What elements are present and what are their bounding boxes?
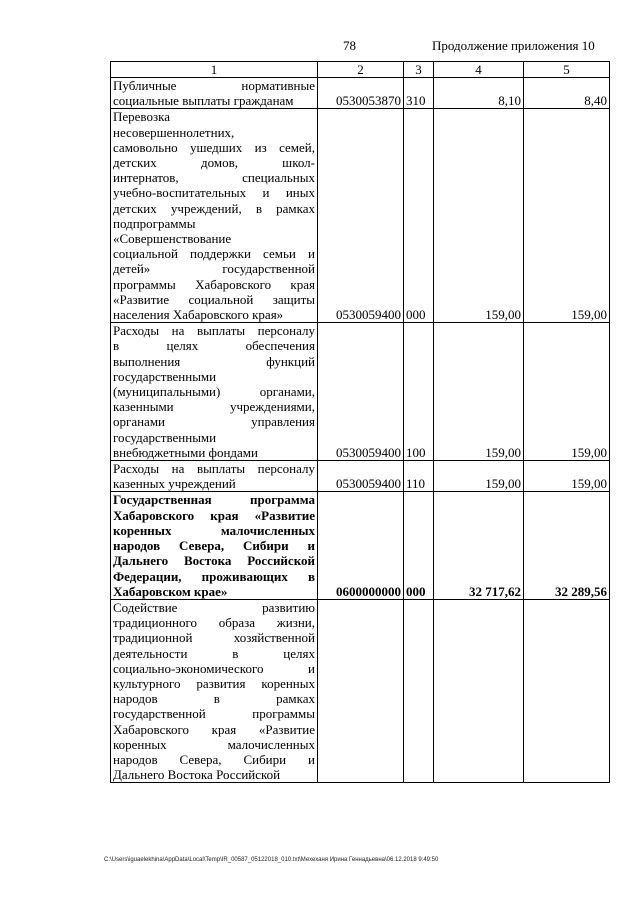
target-article-code: 0530053870 (318, 78, 404, 109)
row-description (111, 461, 318, 492)
amount-year-1: 159,00 (434, 109, 524, 323)
description-line: детей» государственной (113, 261, 315, 277)
page-number: 78 (343, 38, 356, 53)
description-line: детских домов, школ- (113, 155, 315, 171)
amount-year-1: 32 717,62 (434, 492, 524, 599)
expense-type-code: 110 (404, 461, 434, 492)
description-line: Перевозка (113, 109, 171, 125)
table-row (111, 461, 610, 492)
description-line: Хабаровского края «Развитие (113, 721, 315, 737)
target-article-code (318, 599, 404, 782)
description-line: «Развитие социальной защиты (113, 291, 315, 307)
amount-year-1 (434, 599, 524, 782)
description-line: Публичные нормативные (113, 78, 315, 93)
row-description (111, 492, 318, 599)
description-line: выполнения функций (113, 353, 315, 369)
table-row (111, 492, 610, 599)
amount-year-2: 159,00 (524, 109, 610, 323)
description-line: Дальнего Востока Российской (113, 767, 281, 783)
expense-type-code (404, 599, 434, 782)
description-line: традиционного образа жизни, (113, 615, 315, 631)
description-line: социальной поддержки семьи и (113, 246, 315, 262)
amount-year-1: 159,00 (434, 323, 524, 461)
description-line: Государственная программа (113, 492, 315, 508)
description-line: народов Севера, Сибири и (113, 751, 315, 767)
description-line: детских учреждений, в рамках (113, 200, 315, 216)
description-line: подпрограммы (113, 215, 196, 231)
amount-year-1: 159,00 (434, 461, 524, 492)
description-line: несовершеннолетних, (113, 124, 235, 140)
column-header: 4 (434, 62, 524, 78)
expense-type-code: 310 (404, 78, 434, 109)
row-description (111, 323, 318, 461)
description-line: социальные выплаты гражданам (113, 93, 294, 109)
table-row (111, 599, 610, 782)
description-line: коренных малочисленных (113, 522, 315, 538)
column-header: 3 (404, 62, 434, 78)
description-line: традиционной хозяйственной (113, 630, 315, 646)
row-description (111, 599, 318, 782)
description-line: деятельности в целях (113, 645, 315, 661)
description-line: Расходы на выплаты персоналу (113, 323, 315, 339)
description-line: населения Хабаровского края» (113, 307, 284, 323)
amount-year-2: 159,00 (524, 323, 610, 461)
description-line: Федерации, проживающих в (113, 568, 315, 584)
target-article-code: 0530059400 (318, 109, 404, 323)
description-line: программы Хабаровского края (113, 276, 315, 292)
description-line: интернатов, специальных (113, 170, 315, 186)
description-line: органами управления (113, 414, 315, 430)
description-line: в целях обеспечения (113, 338, 315, 354)
description-line: казенных учреждений (113, 476, 236, 492)
column-header: 5 (524, 62, 610, 78)
description-line: (муниципальными) органами, (113, 384, 315, 400)
description-line: социально-экономического и (113, 660, 315, 676)
description-line: Хабаровского края «Развитие (113, 507, 315, 523)
expense-type-code: 100 (404, 323, 434, 461)
expense-type-code: 000 (404, 109, 434, 323)
description-line: коренных малочисленных (113, 736, 315, 752)
table-row (111, 323, 610, 461)
row-description (111, 109, 318, 323)
description-line: народов Севера, Сибири и (113, 538, 315, 554)
description-line: Расходы на выплаты персоналу (113, 461, 315, 477)
description-line: внебюджетными фондами (113, 444, 258, 460)
description-line: «Совершенствование (113, 231, 232, 247)
amount-year-2: 159,00 (524, 461, 610, 492)
column-header: 2 (318, 62, 404, 78)
description-line: государственными (113, 368, 217, 384)
description-line: государственной программы (113, 706, 315, 722)
target-article-code: 0530059400 (318, 461, 404, 492)
appendix-continuation-label: Продолжение приложения 10 (432, 38, 595, 53)
description-line: Дальнего Востока Российской (113, 553, 315, 569)
table-row (111, 109, 610, 323)
description-line: Хабаровском крае» (113, 583, 228, 599)
budget-table (110, 61, 610, 783)
amount-year-1: 8,10 (434, 78, 524, 109)
target-article-code: 0600000000 (318, 492, 404, 599)
table-row (111, 78, 610, 109)
table-header-row (111, 62, 610, 78)
description-line: Содействие развитию (113, 599, 315, 615)
description-line: государственными (113, 429, 217, 445)
amount-year-2: 32 289,56 (524, 492, 610, 599)
amount-year-2: 8,40 (524, 78, 610, 109)
description-line: казенными учреждениями, (113, 399, 315, 415)
target-article-code: 0530059400 (318, 323, 404, 461)
row-description (111, 78, 318, 109)
file-path-footer: C:\Users\iguaelekhina\AppData\Local\Temp\IR_00587_05122018_010.txt\Мехеханя Ирина Геннадьевна\06.12.2018 9:49:50 (104, 857, 439, 863)
amount-year-2 (524, 599, 610, 782)
column-header: 1 (111, 62, 318, 78)
description-line: народов в рамках (113, 691, 315, 707)
description-line: культурного развития коренных (113, 675, 315, 691)
description-line: учебно-воспитательных и иных (113, 185, 315, 201)
description-line: самовольно ушедших из семей, (113, 139, 315, 155)
expense-type-code: 000 (404, 492, 434, 599)
